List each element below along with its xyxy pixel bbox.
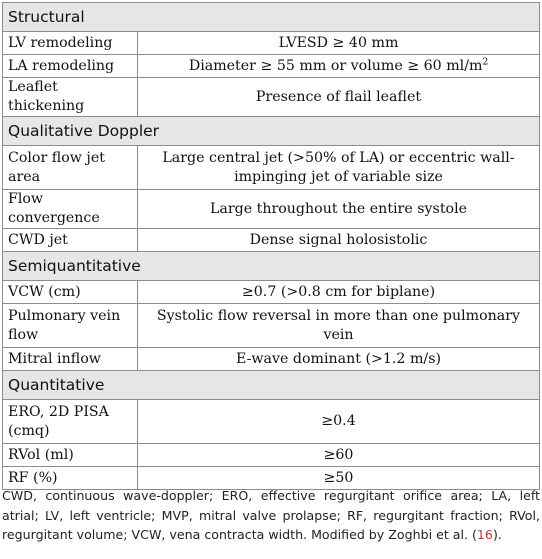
row-label: VCW (cm)	[3, 281, 138, 304]
row-value: ≥0.4	[138, 400, 540, 444]
row-label: RF (%)	[3, 467, 138, 490]
table-row	[3, 304, 540, 348]
row-label: CWD jet	[3, 229, 138, 252]
footnote-end: ).	[492, 527, 502, 542]
section-header-qualitative-doppler	[3, 117, 540, 146]
row-value: ≥50	[138, 467, 540, 490]
row-value: ≥60	[138, 444, 540, 467]
citation-link[interactable]: 16	[476, 527, 493, 542]
section-title: Qualitative Doppler	[3, 117, 540, 146]
footnote-text: CWD, continuous wave-doppler; ERO, effective regurgitant orifice area; LA, left atrial; LV, left ventricle; MVP, mitral valve prolapse; RF, regurgitant fraction; RVol, regurgitant volume; VCW, vena contracta width. Modified by Zoghbi et al. (	[2, 488, 540, 542]
row-label: Leaflet thickening	[3, 78, 138, 117]
row-label: LV remodeling	[3, 32, 138, 55]
criteria-table	[2, 2, 540, 490]
row-value: Large throughout the entire systole	[138, 190, 540, 229]
row-label: RVol (ml)	[3, 444, 138, 467]
section-header-quantitative	[3, 371, 540, 400]
superscript: 2	[482, 56, 489, 67]
row-value: Presence of flail leaflet	[138, 78, 540, 117]
section-title: Semiquantitative	[3, 252, 540, 281]
row-value: E-wave dominant (>1.2 m/s)	[138, 348, 540, 371]
row-value: Dense signal holosistolic	[138, 229, 540, 252]
row-value: LVESD ≥ 40 mm	[138, 32, 540, 55]
table-row	[3, 146, 540, 190]
table-footnote	[2, 486, 540, 545]
row-label: ERO, 2D PISA (cmq)	[3, 400, 138, 444]
row-label: Color flow jet area	[3, 146, 138, 190]
row-label: Pulmonary vein flow	[3, 304, 138, 348]
row-label: Mitral inflow	[3, 348, 138, 371]
section-header-semiquantitative	[3, 252, 540, 281]
table-row	[3, 348, 540, 371]
criteria-table-wrapper	[2, 2, 539, 490]
section-header-structural	[3, 3, 540, 32]
section-title: Structural	[3, 3, 540, 32]
table-row	[3, 190, 540, 229]
row-value	[138, 55, 540, 78]
row-value-text: Diameter ≥ 55 mm or volume ≥ 60 ml/m	[188, 57, 483, 74]
section-title: Quantitative	[3, 371, 540, 400]
table-row	[3, 32, 540, 55]
row-label: Flow convergence	[3, 190, 138, 229]
row-label: LA remodeling	[3, 55, 138, 78]
table-row	[3, 400, 540, 444]
table-row	[3, 78, 540, 117]
row-value: ≥0.7 (>0.8 cm for biplane)	[138, 281, 540, 304]
table-row	[3, 444, 540, 467]
table-row	[3, 281, 540, 304]
row-value: Systolic flow reversal in more than one pulmonary vein	[138, 304, 540, 348]
table-row	[3, 55, 540, 78]
row-value: Large central jet (>50% of LA) or eccentric wall-impinging jet of variable size	[138, 146, 540, 190]
table-row	[3, 229, 540, 252]
